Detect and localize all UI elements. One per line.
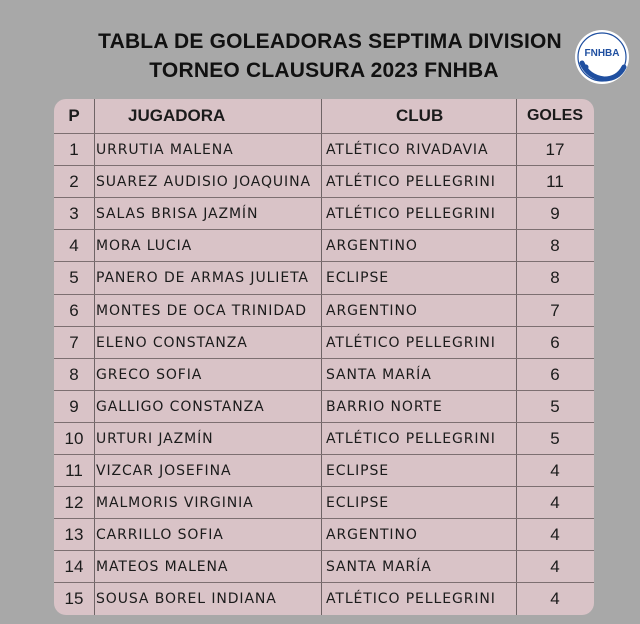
table-row [54, 165, 594, 198]
cell-position: 9 [69, 396, 79, 416]
scorers-table [54, 99, 594, 615]
table-row [54, 261, 594, 294]
header-club: CLUB [396, 106, 444, 125]
cell-goals: 4 [550, 589, 560, 609]
cell-club: ATLÉTICO PELLEGRINI [326, 334, 496, 351]
cell-player: URRUTIA MALENA [96, 142, 234, 159]
cell-club: ATLÉTICO RIVADAVIA [326, 142, 489, 159]
cell-goals: 17 [545, 140, 565, 160]
cell-goals: 8 [550, 236, 560, 256]
cell-goals: 5 [550, 428, 560, 448]
cell-goals: 4 [550, 493, 560, 513]
cell-club: ECLIPSE [326, 270, 390, 287]
cell-player: GRECO SOFIA [96, 366, 203, 383]
table-row [54, 294, 594, 327]
table-row [54, 358, 594, 391]
cell-goals: 4 [550, 557, 560, 577]
cell-position: 10 [64, 428, 84, 448]
cell-club: SANTA MARÍA [326, 366, 432, 383]
table-row [54, 518, 594, 551]
cell-position: 2 [69, 172, 79, 192]
cell-player: VIZCAR JOSEFINA [96, 463, 232, 480]
cell-position: 3 [69, 204, 79, 224]
cell-position: 6 [69, 300, 79, 320]
cell-club: ARGENTINO [326, 527, 418, 544]
table-row [54, 197, 594, 230]
cell-club: ATLÉTICO PELLEGRINI [326, 430, 496, 447]
table-row [54, 326, 594, 359]
cell-player: SUAREZ AUDISIO JOAQUINA [96, 174, 311, 191]
cell-club: SANTA MARÍA [326, 559, 432, 576]
cell-goals: 9 [550, 204, 560, 224]
cell-goals: 6 [550, 332, 560, 352]
cell-goals: 4 [550, 525, 560, 545]
cell-goals: 8 [550, 268, 560, 288]
header-position: P [68, 106, 80, 125]
cell-club: ATLÉTICO PELLEGRINI [326, 206, 496, 223]
cell-goals: 5 [550, 396, 560, 416]
cell-club: ATLÉTICO PELLEGRINI [326, 591, 496, 608]
table-row [54, 133, 594, 166]
header-player: JUGADORA [128, 106, 226, 125]
cell-position: 1 [69, 140, 79, 160]
cell-player: SALAS BRISA JAZMÍN [96, 206, 259, 223]
cell-position: 12 [64, 493, 84, 513]
cell-club: ECLIPSE [326, 495, 390, 512]
cell-club: ECLIPSE [326, 463, 390, 480]
fnhba-logo [574, 29, 630, 85]
cell-player: URTURI JAZMÍN [96, 430, 214, 447]
cell-goals: 11 [546, 172, 564, 192]
table-header-row [54, 99, 594, 133]
cell-position: 4 [69, 236, 79, 256]
title-line-2: TORNEO CLAUSURA 2023 FNHBA [149, 59, 499, 82]
cell-club: ARGENTINO [326, 302, 418, 319]
cell-club: BARRIO NORTE [326, 398, 443, 415]
title-line-1: TABLA DE GOLEADORAS SEPTIMA DIVISION [98, 30, 562, 53]
cell-position: 5 [69, 268, 79, 288]
cell-player: MORA LUCIA [96, 238, 193, 255]
cell-goals: 7 [550, 300, 560, 320]
cell-player: MONTES DE OCA TRINIDAD [96, 302, 307, 319]
table-row [54, 486, 594, 519]
cell-club: ATLÉTICO PELLEGRINI [326, 174, 496, 191]
cell-player: MATEOS MALENA [96, 559, 229, 576]
table-row [54, 454, 594, 487]
cell-position: 13 [64, 525, 84, 545]
cell-position: 15 [64, 589, 84, 609]
cell-player: SOUSA BOREL INDIANA [96, 591, 277, 608]
cell-player: GALLIGO CONSTANZA [96, 398, 265, 415]
cell-goals: 4 [550, 461, 560, 481]
table-row [54, 229, 594, 262]
table-row [54, 550, 594, 583]
cell-player: PANERO DE ARMAS JULIETA [96, 270, 309, 287]
table-row [54, 390, 594, 423]
cell-position: 7 [69, 332, 79, 352]
cell-player: MALMORIS VIRGINIA [96, 495, 254, 512]
cell-player: CARRILLO SOFIA [96, 527, 224, 544]
table-row [54, 422, 594, 455]
logo-text: FNHBA [584, 48, 620, 59]
cell-player: ELENO CONSTANZA [96, 334, 248, 351]
header-goals: GOLES [526, 107, 583, 124]
cell-position: 14 [64, 557, 84, 577]
table-row [54, 582, 594, 615]
cell-position: 11 [65, 461, 83, 481]
cell-club: ARGENTINO [326, 238, 418, 255]
cell-goals: 6 [550, 364, 560, 384]
cell-position: 8 [69, 364, 79, 384]
